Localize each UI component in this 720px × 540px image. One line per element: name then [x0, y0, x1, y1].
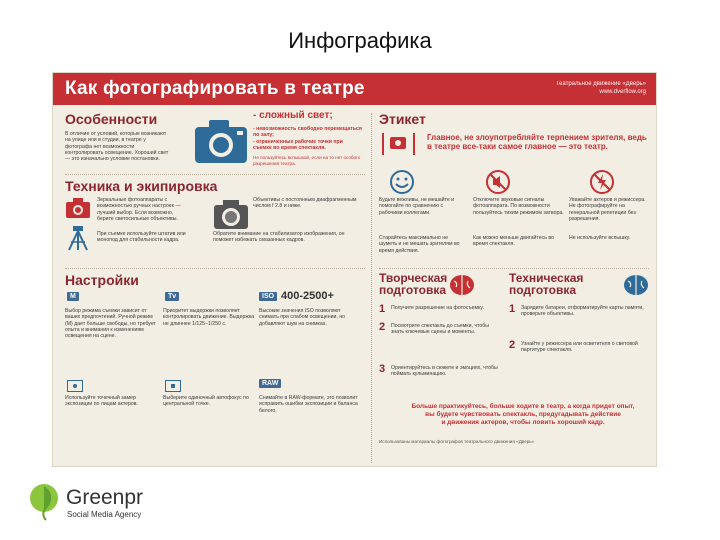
iso-text: Высокие значения ISO позволяют снимать при слабом освещении, но добавляют шум на снимках. [259, 308, 346, 327]
no-flash-icon [589, 169, 615, 200]
mode-m-badge: M [67, 292, 79, 301]
step-number: 3 [379, 363, 386, 375]
tripod-icon [66, 225, 90, 256]
equipment-text-4: Обратите внимание на стабилизатор изображения, он поможет избежать смазанных кадров. [213, 231, 345, 244]
section-title-equipment: Техника и экипировка [65, 178, 218, 194]
creative-step-1: Получите разрешение на фотосъемку. [391, 305, 484, 311]
features-note: Не пользуйтесь вспышкой, если на то нет особого разрешения театра. [253, 155, 361, 166]
etiquette-quote: Главное, не злоупотребляйте терпением зрителя, ведь в театре все-таки самое главное — это театр. [427, 133, 647, 151]
metering-text: Используйте точечный замер экспозиции по лицам актеров. [65, 395, 138, 408]
raw-badge: RAW [259, 379, 281, 388]
brand-name: Greenpr [66, 486, 144, 509]
features-quote: - сложный свет; [253, 110, 333, 121]
section-title-technical: Техническая подготовка [509, 271, 584, 297]
raw-text: Снимайте в RAW-формате, это позволит исправить ошибки экспозиции и баланса белого. [259, 395, 358, 414]
mode-m-text: Выбор режима съемки зависит от ваших предпочтений. Ручной режим (M) дает больше свободы, но требует опыта и внимания к изменениям освещения на сцене. [65, 308, 156, 340]
poster-publisher: Театральное движение «Дверь» www.dverflow.org [555, 81, 646, 95]
infographic-poster [52, 72, 657, 467]
etiquette-col1: Будьте вежливы, не мешайте и помогайте по сравнению с рабочими коллегами. [379, 197, 455, 216]
brand-tagline: Social Media Agency [67, 510, 142, 519]
smile-icon [389, 169, 415, 200]
equipment-text-1: Зеркальные фотоаппараты с возможностью ручных настроек — лучший выбор. Если возможно, берите светосильные объективы. [97, 197, 181, 222]
mode-tv-text: Приоритет выдержки позволяет контролировать движение. Выдержка не длиннее 1/125–1/250 с. [163, 308, 255, 327]
section-title-features: Особенности [65, 111, 158, 127]
etiquette-col1b: Старайтесь максимально не шуметь и не мешать зрителям во время действия. [379, 235, 460, 254]
camera-icon [193, 117, 249, 170]
mode-tv-badge: Tv [165, 292, 179, 301]
step-number: 2 [379, 321, 386, 333]
step-number: 1 [509, 303, 516, 315]
creative-step-2: Посмотрите спектакль до съемки, чтобы знать ключевые сцены и моменты. [391, 323, 489, 336]
step-number: 2 [509, 339, 516, 351]
equipment-text-2: При съемке используйте штатив или монопод для стабильности кадра. [97, 231, 186, 244]
technical-step-2: Узнайте у режиссера или осветителя о световой партитуре спектакля. [521, 341, 638, 354]
mute-icon [485, 169, 511, 200]
section-title-creative: Творческая подготовка [379, 271, 448, 297]
etiquette-col2: Отключите звуковые сигналы фотоаппарата. По возможности пользуйтесь тихим режимом затвора. [473, 197, 564, 216]
poster-banner [53, 73, 656, 105]
step-number: 1 [379, 303, 386, 315]
iso-badge: ISO [259, 292, 277, 301]
greenpr-logo-icon [28, 482, 62, 527]
column-divider [371, 113, 372, 463]
poster-title: Как фотографировать в театре [65, 78, 365, 99]
camera-small-icon [65, 197, 91, 224]
final-quote: Больше практикуйтесь, больше ходите в театр, а когда придет опыт, вы будете чувствовать спектакль, предугадывать действие и движения актеров, чтобы ловить хороший кадр. [411, 403, 635, 426]
brain-creative-icon [449, 273, 475, 302]
etiquette-col3: Уважайте актеров и режиссера. Не фотографируйте на генеральной репетиции без разрешения. [569, 197, 646, 222]
brain-technical-icon [623, 273, 649, 302]
features-quote-sub: - невозможность свободно перемещаться по залу; - ограниченные рабочие точки при съемке во время спектакля. [253, 126, 362, 151]
cutlery-icon [379, 131, 419, 162]
section-title-settings: Настройки [65, 272, 139, 288]
features-text: В отличие от условий, которые возникают на улице или в студии, в театре у фотографа нет возможности контролировать освещение. Хороший свет — это изначально условие постановки. [65, 131, 169, 163]
divider [379, 268, 649, 269]
slide-title: Инфографика [288, 28, 432, 53]
equipment-text-3: Объективы с постоянным диафрагменным числом f 2.8 и ниже. [253, 197, 357, 210]
focus-text: Выберите одиночный автофокус по центральной точке. [163, 395, 249, 408]
poster-credits: Использованы материалы фотографов театрального движения «Дверь» [379, 439, 535, 444]
etiquette-col2b: Как можно меньше двигайтесь во время спектакля. [473, 235, 554, 248]
technical-step-1: Зарядите батареи, отформатируйте карты памяти, проверьте объективы. [521, 305, 644, 318]
divider [65, 268, 365, 269]
creative-step-3: Ориентируйтесь в сюжете и эмоциях, чтобы поймать кульминацию. [391, 365, 498, 378]
divider [65, 174, 365, 175]
etiquette-col3b: Не используйте вспышку. [569, 235, 631, 241]
section-title-etiquette: Этикет [379, 111, 426, 127]
iso-range: 400-2500+ [281, 290, 334, 302]
